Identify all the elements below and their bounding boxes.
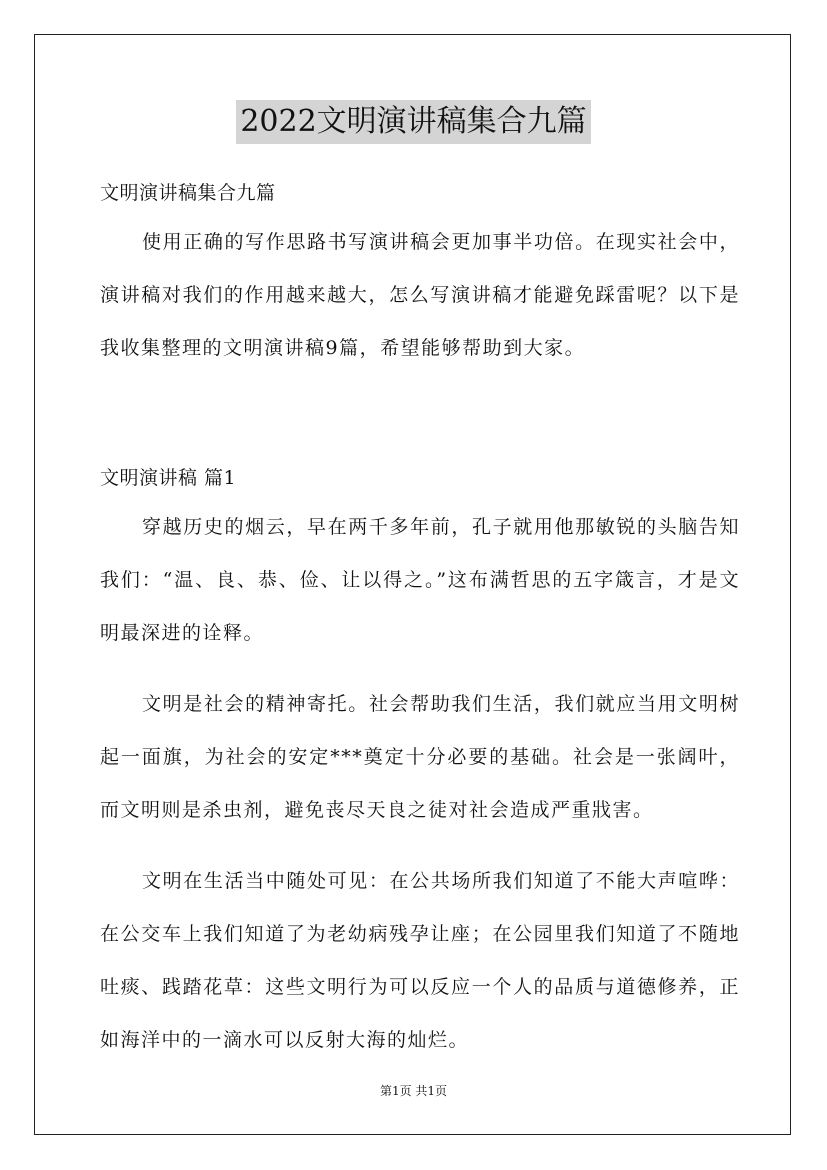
document-subheading: 文明演讲稿集合九篇	[100, 182, 276, 204]
document-title: 2022文明演讲稿集合九篇	[236, 100, 590, 144]
body-paragraph-3: 文明在生活当中随处可见：在公共场所我们知道了不能大声喧哗：在公交车上我们知道了为老幼病残孕让座；在公园里我们知道了不随地吐痰、践踏花草：这些文明行为可以反应一个人的品质与道德修养，正如海洋中的一滴水可以反射大海的灿烂。	[100, 870, 740, 1051]
section-title: 文明演讲稿 篇1	[100, 467, 237, 489]
document-body	[100, 170, 740, 1067]
page-footer: 第1页 共1页	[379, 1084, 448, 1098]
intro-paragraph: 使用正确的写作思路书写演讲稿会更加事半功倍。在现实社会中，演讲稿对我们的作用越来越大，怎么写演讲稿才能避免踩雷呢？以下是我收集整理的文明演讲稿9篇，希望能够帮助到大家。	[100, 231, 740, 359]
section-spacer	[100, 375, 740, 455]
paragraph-spacer	[100, 660, 740, 678]
title-container	[0, 100, 827, 144]
body-paragraph-1: 穿越历史的烟云，早在两千多年前，孔子就用他那敏锐的头脑告知我们：“温、良、恭、俭、让以得之。”这布满哲思的五字箴言，才是文明最深进的诠释。	[100, 516, 740, 644]
body-paragraph-2: 文明是社会的精神寄托。社会帮助我们生活，我们就应当用文明树起一面旗，为社会的安定***奠定十分必要的基础。社会是一张阔叶，而文明则是杀虫剂，避免丧尽天良之徒对社会造成严重戕害。	[100, 693, 740, 821]
paragraph-spacer	[100, 837, 740, 855]
